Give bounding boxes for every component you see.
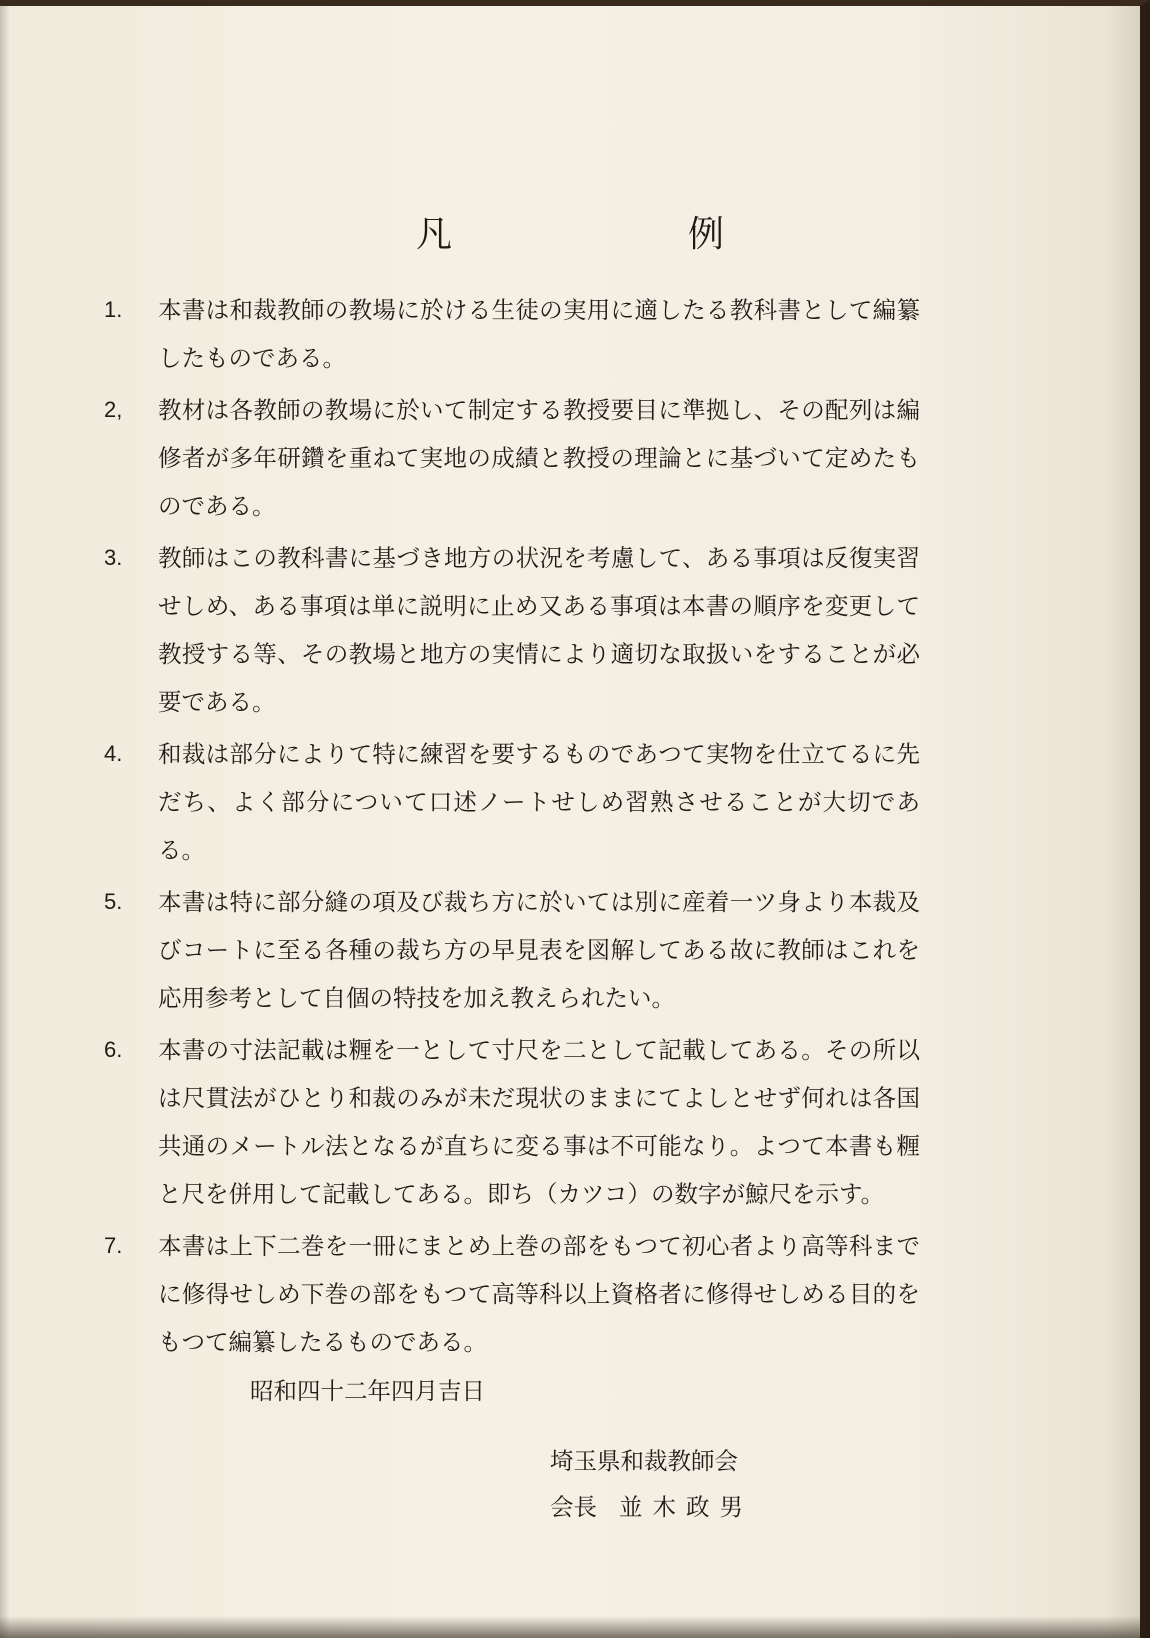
item-text: 本書の寸法記載は糎を一として寸尺を二として記載してある。その所以は尺貫法がひとり和裁のみが未だ現状のままにてよしとせず何れは各国共通のメートル法となるが直ちに変る事は不可能なり。よつて本書も糎と尺を併用して記載してある。即ち（カツコ）の数字が鯨尺を示す。 (158, 1036, 920, 1208)
item-number: 3. (104, 545, 123, 570)
organization-name: 埼玉県和裁教師会 (550, 1447, 738, 1475)
item-number: 4. (104, 741, 123, 766)
list-item (100, 286, 920, 382)
item-text: 教師はこの教科書に基づき地方の状況を考慮して、ある事項は反復実習せしめ、ある事項は単に説明に止め又ある事項は本書の順序を変更して教授する等、その教場と地方の実情により適切な取扱いをすることが必要である。 (158, 544, 920, 716)
item-number: 6. (104, 1037, 123, 1062)
president-line (550, 1484, 753, 1530)
president-name: 並木政男 (619, 1493, 753, 1521)
list-item (100, 1026, 920, 1218)
signature-block (550, 1438, 753, 1530)
publication-date: 昭和四十二年四月吉日 (250, 1377, 485, 1405)
item-number: 5. (104, 889, 123, 914)
item-number: 2, (104, 397, 123, 422)
item-number: 7. (104, 1233, 123, 1258)
list-item (100, 878, 920, 1022)
notes-list (100, 286, 920, 1370)
list-item (100, 386, 920, 530)
president-title: 会長 (550, 1493, 597, 1521)
page-title: 凡 例 (415, 214, 824, 255)
item-number: 1. (104, 297, 123, 322)
item-text: 教材は各教師の教場に於いて制定する教授要目に準拠し、その配列は編修者が多年研鑽を重ねて実地の成績と教授の理論とに基づいて定めたものである。 (158, 396, 920, 520)
item-text: 本書は上下二巻を一冊にまとめ上巻の部をもつて初心者より高等科までに修得せしめ下巻の部をもつて高等科以上資格者に修得せしめる目的をもつて編纂したるものである。 (158, 1232, 920, 1356)
item-text: 本書は特に部分縫の項及び裁ち方に於いては別に産着一ツ身より本裁及びコートに至る各種の裁ち方の早見表を図解してある故に教師はこれを応用参考として自個の特技を加え教えられたい。 (158, 888, 920, 1012)
page-bottom-shadow (0, 1616, 1140, 1638)
item-text: 本書は和裁教師の教場に於ける生徒の実用に適したる教科書として編纂したものである。 (158, 296, 920, 372)
list-item (100, 1222, 920, 1366)
list-item (100, 730, 920, 874)
list-item (100, 534, 920, 726)
item-text: 和裁は部分によりて特に練習を要するものであつて実物を仕立てるに先だち、よく部分について口述ノートせしめ習熟させることが大切である。 (158, 740, 920, 864)
